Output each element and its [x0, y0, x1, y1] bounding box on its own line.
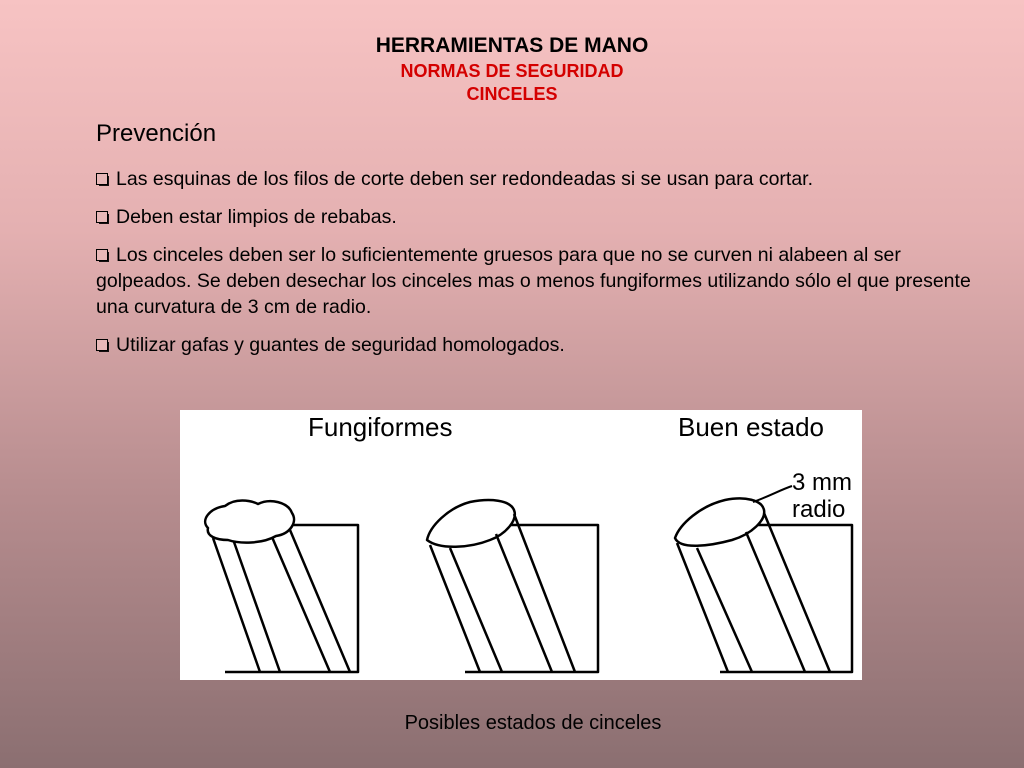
chisel-backdrop-1: [225, 525, 358, 672]
checkbox-bullet-icon: [96, 338, 112, 352]
bullet-item: [96, 166, 976, 192]
bullet-text: Las esquinas de los filos de corte deben ser redondeadas si se usan para cortar.: [116, 168, 814, 190]
slide-topic: CINCELES: [466, 84, 558, 104]
chisel-mushroom-head-1: [205, 501, 294, 543]
figure-caption: Posibles estados de cinceles: [404, 712, 662, 734]
bullet-item: [96, 204, 976, 230]
chisel-mushroom-head-2: [427, 500, 515, 547]
slide-title: HERRAMIENTAS DE MANO: [375, 34, 649, 57]
checkbox-bullet-icon: [96, 210, 112, 224]
bullet-text: Deben estar limpios de rebabas.: [116, 206, 397, 228]
bullet-text: Utilizar gafas y guantes de seguridad homologados.: [116, 334, 565, 356]
label-radius-value: 3 mm: [792, 469, 852, 496]
bullet-text: Los cinceles deben ser lo suficientemente gruesos para que no se curven ni alabeen al ser golpeados. Se deben desechar los cinceles mas o menos fungiformes utilizando sólo el que presente una curvatura de 3 cm de radio.: [96, 244, 971, 318]
section-heading: Prevención: [96, 120, 217, 147]
bullet-item: [96, 332, 976, 358]
chisel-good-head: [675, 498, 764, 545]
chisel-backdrop-3: [720, 525, 852, 672]
label-radius-word: radio: [792, 496, 846, 523]
chisel-illustration: [180, 410, 862, 680]
chisel-backdrop-2: [465, 525, 598, 672]
checkbox-bullet-icon: [96, 248, 112, 262]
radius-leader-line: [753, 486, 792, 502]
checkbox-bullet-icon: [96, 172, 112, 186]
label-fungiformes: Fungiformes: [308, 412, 453, 442]
bullet-list: [96, 166, 976, 370]
title-block: [0, 33, 1024, 105]
label-buen-estado: Buen estado: [678, 412, 825, 442]
chisel-shaft-1: [213, 530, 350, 672]
bullet-item: [96, 242, 976, 320]
slide-subtitle: NORMAS DE SEGURIDAD: [400, 61, 624, 81]
